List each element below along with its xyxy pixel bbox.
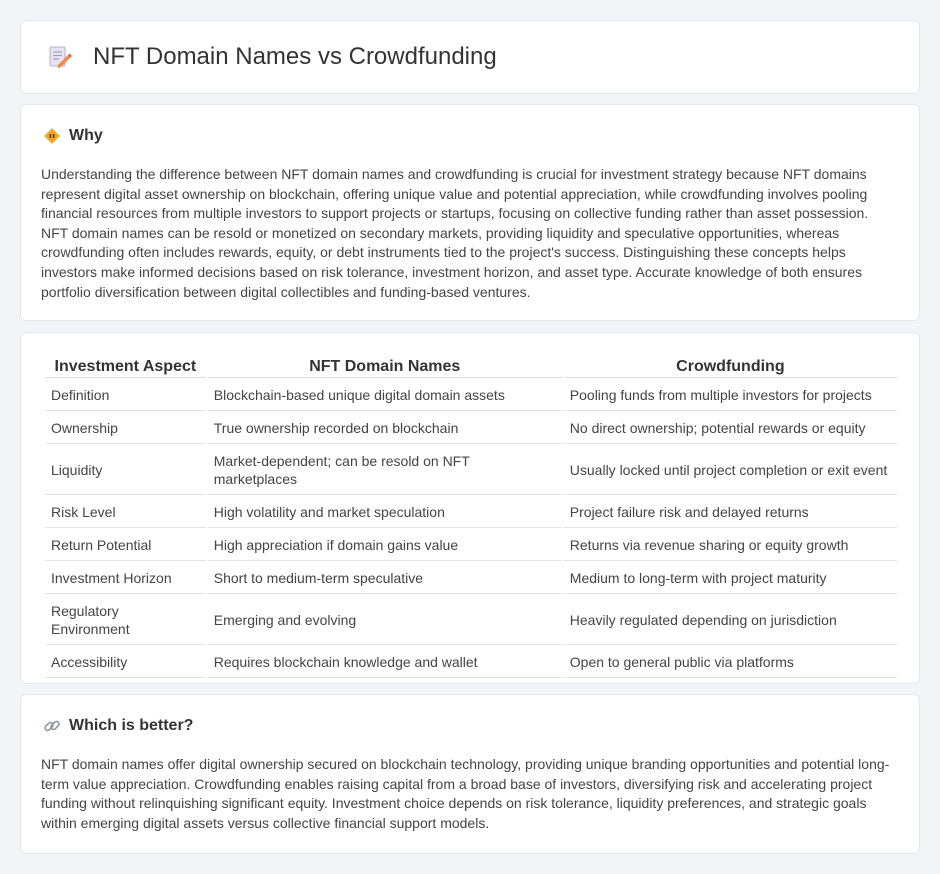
nft-cell: True ownership recorded on blockchain [208, 413, 562, 444]
title-row [47, 43, 497, 71]
crowdfunding-cell: Heavily regulated depending on jurisdiction [564, 596, 897, 645]
nft-cell: High volatility and market speculation [208, 497, 562, 528]
crowdfunding-cell: Open to general public via platforms [564, 647, 897, 678]
better-header [43, 717, 193, 735]
crowdfunding-cell: Returns via revenue sharing or equity growth [564, 530, 897, 561]
why-text: Understanding the difference between NFT domain names and crowdfunding is crucial for investment strategy because NFT domains represent digital asset ownership on blockchain, offering unique value and potential appreciation, while crowdfunding involves pooling financial resources from multiple investors to support projects or startups, focusing on collective funding rather than asset possession. NFT domain names can be resold or monetized on secondary markets, providing liquidity and speculative opportunities, whereas crowdfunding often includes rewards, equity, or debt instruments tied to the project's success. Distinguishing these concepts helps investors make informed decisions based on risk tolerance, investment horizon, and asset type. Accurate knowledge of both ensures portfolio diversification between digital collectibles and funding-based ventures. [41, 166, 869, 300]
document-pencil-icon [47, 44, 73, 70]
comparison-table [43, 353, 899, 680]
crowdfunding-cell: Pooling funds from multiple investors for projects [564, 380, 897, 411]
which-better-section [20, 694, 920, 854]
nft-cell: Requires blockchain knowledge and wallet [208, 647, 562, 678]
aspect-cell: Return Potential [45, 530, 206, 561]
aspect-cell: Risk Level [45, 497, 206, 528]
table-row [45, 446, 897, 495]
table-row [45, 647, 897, 678]
table-header-row [45, 355, 897, 378]
aspect-cell: Ownership [45, 413, 206, 444]
table-row [45, 380, 897, 411]
aspect-cell: Liquidity [45, 446, 206, 495]
why-section [20, 104, 920, 321]
better-title: Which is better? [69, 717, 194, 734]
nft-cell: Short to medium-term speculative [208, 563, 562, 594]
crowdfunding-cell: No direct ownership; potential rewards or equity [564, 413, 897, 444]
why-title: Why [69, 127, 103, 144]
page-title: NFT Domain Names vs Crowdfunding [93, 43, 497, 70]
aspect-cell: Regulatory Environment [45, 596, 206, 645]
table-row [45, 530, 897, 561]
comparison-section [20, 332, 920, 684]
table-row [45, 497, 897, 528]
aspect-cell: Definition [45, 380, 206, 411]
header-crowdfunding: Crowdfunding [564, 355, 897, 378]
why-header [43, 127, 103, 145]
crowdfunding-cell: Usually locked until project completion or exit event [564, 446, 897, 495]
nft-cell: Blockchain-based unique digital domain assets [208, 380, 562, 411]
link-icon [43, 717, 61, 735]
aspect-cell: Accessibility [45, 647, 206, 678]
table-row [45, 563, 897, 594]
crowdfunding-cell: Project failure risk and delayed returns [564, 497, 897, 528]
aspect-cell: Investment Horizon [45, 563, 206, 594]
better-text: NFT domain names offer digital ownership secured on blockchain technology, providing unique branding opportunities and potential long-term value appreciation. Crowdfunding enables raising capital from a broad base of investors, diversifying risk and accelerating project funding without relinquishing significant equity. Investment choice depends on risk tolerance, liquidity preferences, and strategic goals within emerging digital assets versus collective financial support models. [41, 756, 890, 831]
title-card [20, 20, 920, 94]
nft-cell: Market-dependent; can be resold on NFT marketplaces [208, 446, 562, 495]
header-nft: NFT Domain Names [208, 355, 562, 378]
nft-cell: Emerging and evolving [208, 596, 562, 645]
diamond-sign-icon [43, 127, 61, 145]
nft-cell: High appreciation if domain gains value [208, 530, 562, 561]
crowdfunding-cell: Medium to long-term with project maturity [564, 563, 897, 594]
table-row [45, 596, 897, 645]
table-row [45, 413, 897, 444]
header-aspect: Investment Aspect [45, 355, 206, 378]
